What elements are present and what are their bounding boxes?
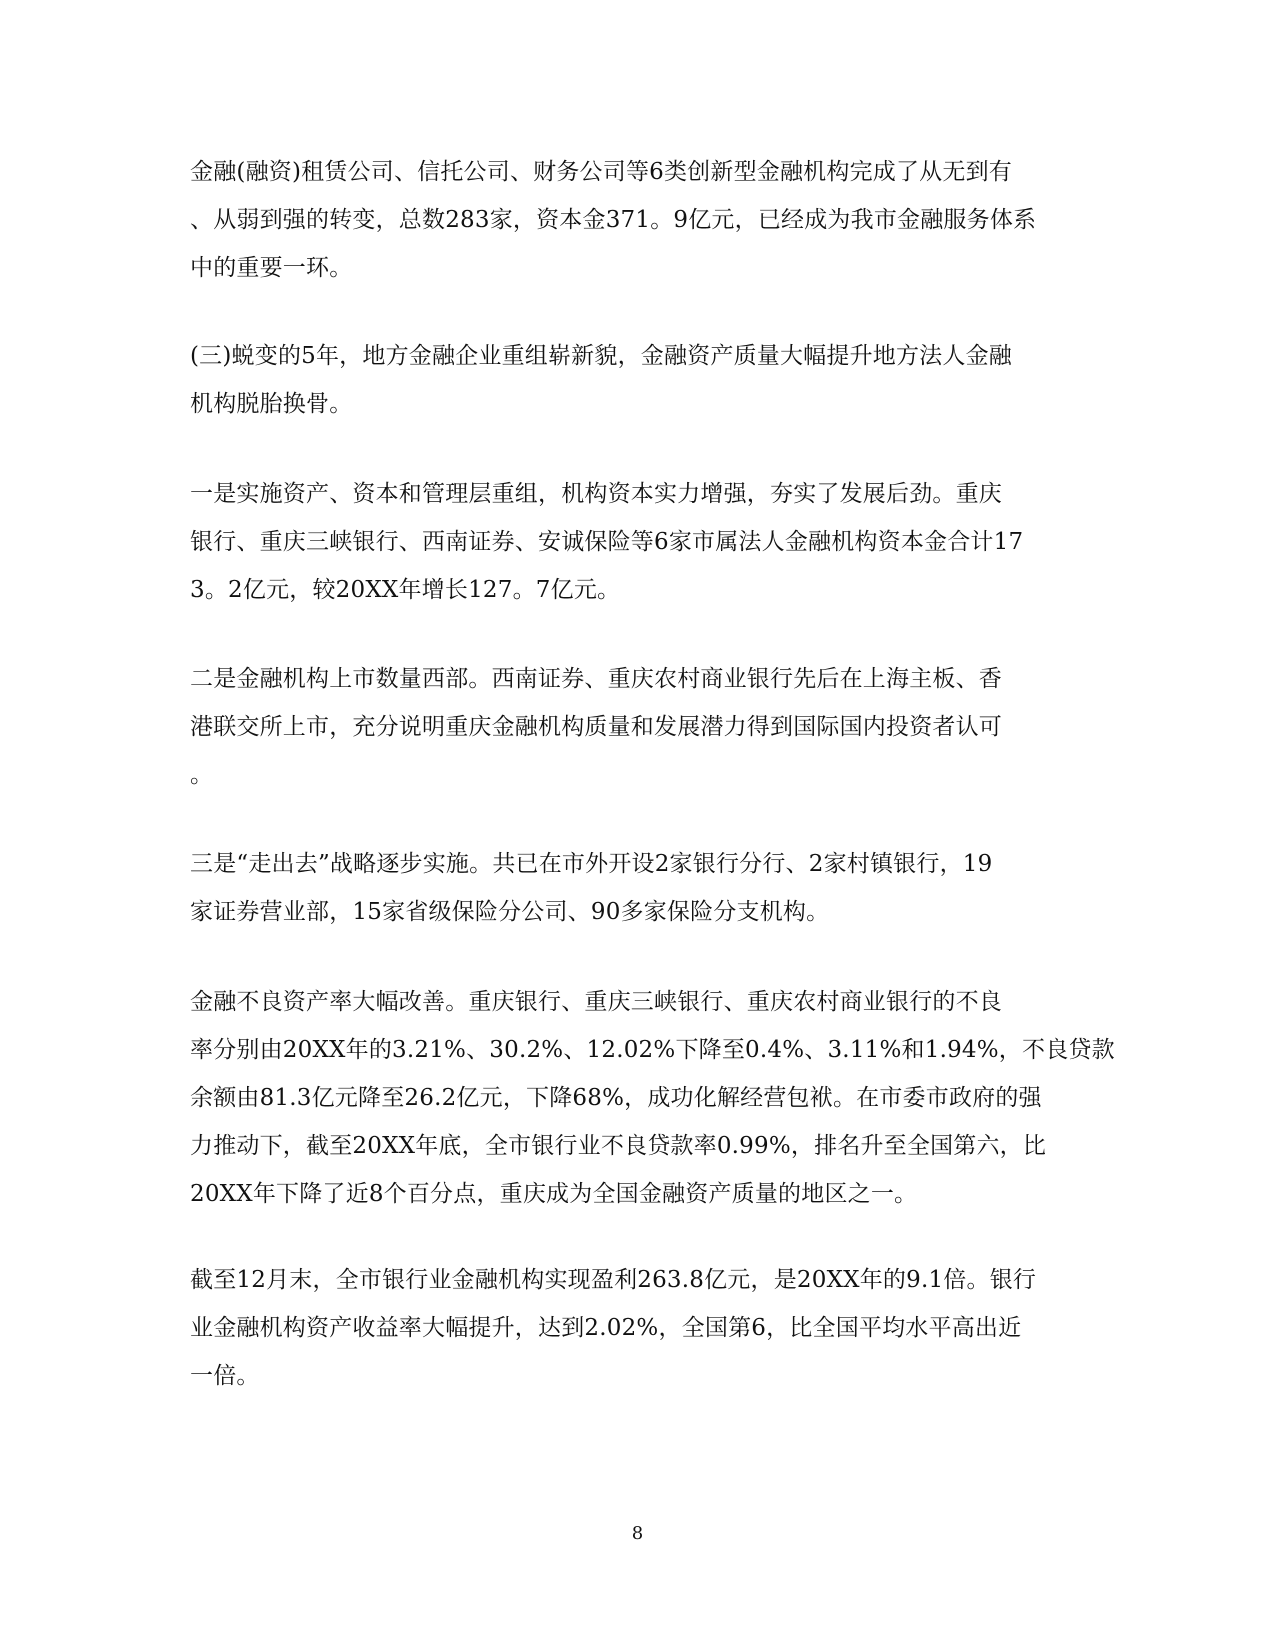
paragraph-going-out-strategy bbox=[190, 840, 1080, 936]
text-line: 银行、重庆三峡银行、西南证券、安诚保险等6家市属法人金融机构资本金合计17 bbox=[190, 529, 1024, 555]
text-line: 一倍。 bbox=[190, 1363, 260, 1389]
text-line: 二是金融机构上市数量西部。西南证券、重庆农村商业银行先后在上海主板、香 bbox=[190, 666, 1002, 692]
paragraph-innovative-institutions bbox=[190, 148, 1080, 292]
text-line: 3。2亿元，较20XX年增长127。7亿元。 bbox=[190, 577, 621, 603]
page-number: 8 bbox=[631, 1523, 644, 1544]
paragraph-section-three-heading bbox=[190, 332, 1080, 428]
text-line: 。 bbox=[190, 762, 214, 788]
text-line: 机构脱胎换骨。 bbox=[190, 391, 353, 417]
text-line: 金融不良资产率大幅改善。重庆银行、重庆三峡银行、重庆农村商业银行的不良 bbox=[190, 989, 1002, 1015]
text-line: 一是实施资产、资本和管理层重组，机构资本实力增强，夯实了发展后劲。重庆 bbox=[190, 481, 1002, 507]
text-line: 、从弱到强的转变，总数283家，资本金371。9亿元，已经成为我市金融服务体系 bbox=[190, 207, 1037, 233]
text-line: 率分别由20XX年的3.21%、30.2%、12.02%下降至0.4%、3.11%和1.94%，不良贷款 bbox=[190, 1037, 1115, 1063]
paragraph-listings bbox=[190, 655, 1080, 799]
text-line: 三是“走出去”战略逐步实施。共已在市外开设2家银行分行、2家村镇银行，19 bbox=[190, 851, 993, 877]
text-line: 20XX年下降了近8个百分点，重庆成为全国金融资产质量的地区之一。 bbox=[190, 1181, 918, 1207]
paragraph-restructuring bbox=[190, 470, 1080, 614]
text-line: 中的重要一环。 bbox=[190, 255, 353, 281]
text-line: 家证券营业部，15家省级保险分公司、90多家保险分支机构。 bbox=[190, 899, 830, 925]
text-line: 金融(融资)租赁公司、信托公司、财务公司等6类创新型金融机构完成了从无到有 bbox=[190, 159, 1012, 185]
paragraph-profit bbox=[190, 1256, 1080, 1400]
paragraph-non-performing-assets bbox=[190, 978, 1115, 1218]
text-line: 业金融机构资产收益率大幅提升，达到2.02%，全国第6，比全国平均水平高出近 bbox=[190, 1315, 1022, 1341]
text-line: 截至12月末，全市银行业金融机构实现盈利263.8亿元，是20XX年的9.1倍。银行 bbox=[190, 1267, 1037, 1293]
text-line: 力推动下，截至20XX年底，全市银行业不良贷款率0.99%，排名升至全国第六，比 bbox=[190, 1133, 1047, 1159]
text-line: 港联交所上市，充分说明重庆金融机构质量和发展潜力得到国际国内投资者认可 bbox=[190, 714, 1002, 740]
text-line: (三)蜕变的5年，地方金融企业重组崭新貌，金融资产质量大幅提升地方法人金融 bbox=[190, 343, 1012, 369]
text-line: 余额由81.3亿元降至26.2亿元，下降68%，成功化解经营包袱。在市委市政府的强 bbox=[190, 1085, 1042, 1111]
